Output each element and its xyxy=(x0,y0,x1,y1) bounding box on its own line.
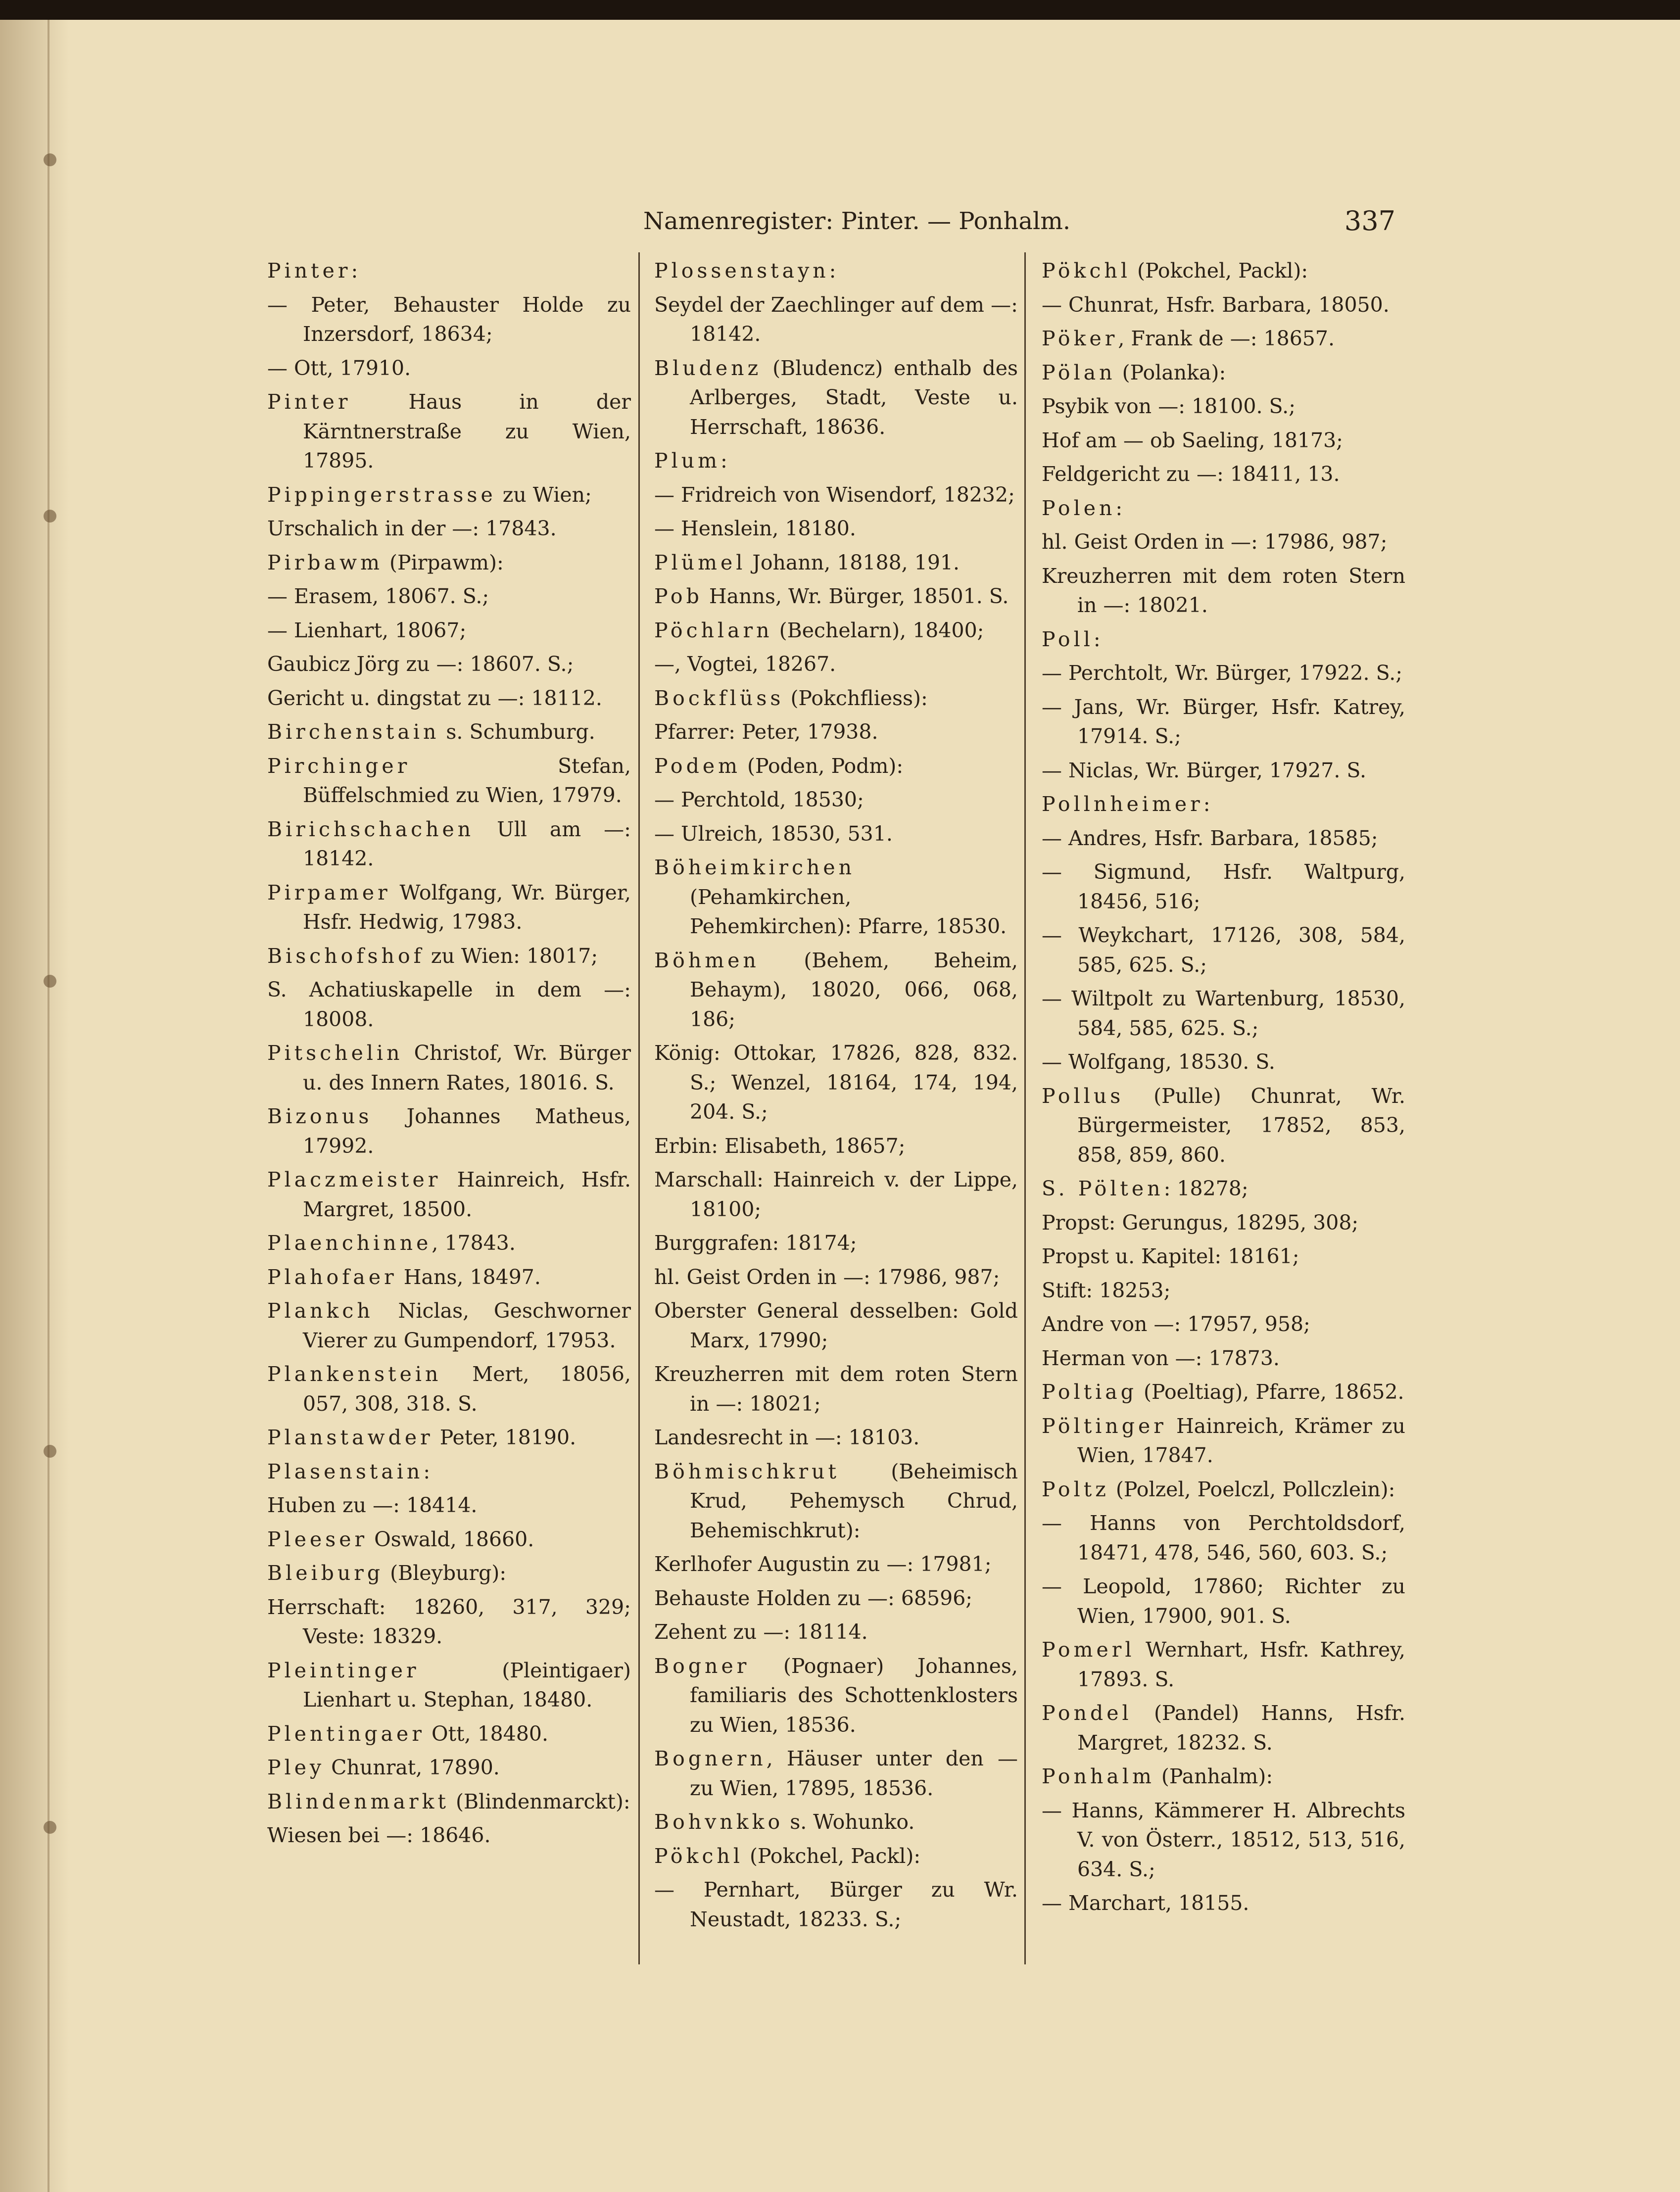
entry-headword: Poll xyxy=(1042,627,1094,651)
entry-text: Andre von —: 17957, 958; xyxy=(1042,1312,1310,1336)
entry-text: — Ulreich, 18530, 531. xyxy=(654,821,893,846)
entry-headword: Bohvnkko xyxy=(654,1810,784,1834)
index-entry xyxy=(1042,1242,1405,1272)
entry-headword: Pippingerstrasse xyxy=(267,482,496,507)
index-entry xyxy=(654,582,1018,612)
index-entry xyxy=(1042,1048,1405,1077)
entry-text: Landesrecht in —: 18103. xyxy=(654,1426,920,1449)
entry-text: Ull am —: 18142. xyxy=(303,817,631,870)
index-entry xyxy=(654,1229,1018,1258)
entry-headword: Pirbawm xyxy=(267,550,383,574)
entry-headword: Pob xyxy=(654,584,703,608)
index-entry xyxy=(1042,460,1405,489)
entry-text: — Sigmund, Hsfr. Waltpurg, 18456, 516; xyxy=(1042,860,1405,913)
entry-headword: Pirpamer xyxy=(267,880,391,905)
entry-text: — Niclas, Wr. Bürger, 17927. S. xyxy=(1042,758,1367,782)
entry-headword: Blindenmarkt xyxy=(267,1789,449,1813)
entry-headword: Plum xyxy=(654,449,720,473)
entry-text: : xyxy=(1115,496,1123,520)
entry-text: zu Wien: 18017; xyxy=(424,944,598,968)
index-entry xyxy=(1042,1796,1405,1885)
entry-text: : xyxy=(829,259,836,283)
index-entry xyxy=(267,1165,631,1224)
index-entry xyxy=(1042,1572,1405,1631)
entry-headword: Plankenstein xyxy=(267,1362,442,1386)
entry-text: Johannes Matheus, 17992. xyxy=(303,1104,631,1158)
entry-text: Feldgericht zu —: 18411, 13. xyxy=(1042,462,1340,486)
entry-headword: Pollus xyxy=(1042,1084,1124,1108)
index-entry xyxy=(654,256,1018,286)
index-entry xyxy=(1042,1344,1405,1374)
index-entry xyxy=(267,878,631,937)
entry-text: Haus in der Kärntnerstraße zu Wien, 17895. xyxy=(303,390,631,473)
entry-text: — Fridreich von Wisendorf, 18232; xyxy=(654,482,1015,507)
index-entry xyxy=(267,1457,631,1487)
index-entry xyxy=(267,354,631,383)
index-entry xyxy=(654,1039,1018,1127)
index-entry xyxy=(654,853,1018,942)
index-entry xyxy=(267,1491,631,1521)
entry-text: Wernhart, Hsfr. Kathrey, 17893. S. xyxy=(1077,1638,1405,1691)
entry-text: — Lienhart, 18067; xyxy=(267,618,467,642)
entry-text: — Perchtold, 18530; xyxy=(654,788,864,811)
entry-headword: Pökchl xyxy=(654,1844,743,1868)
entry-headword: Pley xyxy=(267,1756,325,1779)
index-entry xyxy=(1042,1635,1405,1694)
entry-text: Hanns, Wr. Bürger, 18501. S. xyxy=(702,584,1009,608)
index-entry xyxy=(267,290,631,349)
entry-text: Zehent zu —: 18114. xyxy=(654,1620,868,1644)
entry-text: : 18278; xyxy=(1163,1177,1248,1200)
index-entry xyxy=(1042,290,1405,320)
index-entry xyxy=(1042,659,1405,688)
index-entry xyxy=(654,1584,1018,1614)
index-entry xyxy=(654,290,1018,349)
index-entry xyxy=(267,1360,631,1419)
entry-text: Propst u. Kapitel: 18161; xyxy=(1042,1244,1299,1268)
index-entry xyxy=(654,946,1018,1035)
index-entry xyxy=(1042,1082,1405,1170)
index-entry xyxy=(267,582,631,612)
entry-text: Hof am — ob Saeling, 18173; xyxy=(1042,428,1343,452)
entry-text: Kreuzherren mit dem roten Stern in —: 18021. xyxy=(1042,564,1405,617)
entry-headword: Poltz xyxy=(1042,1477,1109,1501)
entry-text: Stefan, Büffelschmied zu Wien, 17979. xyxy=(303,754,631,807)
entry-text: (Pirpawm): xyxy=(383,550,504,574)
entry-headword: Bizonus xyxy=(267,1104,373,1128)
index-entry xyxy=(654,616,1018,646)
index-entry xyxy=(267,1753,631,1783)
stitch-hole xyxy=(44,975,56,988)
entry-text: (Poeltiag), Pfarre, 18652. xyxy=(1137,1380,1404,1404)
entry-text: Mert, 18056, 057, 308, 318. S. xyxy=(303,1362,631,1416)
entry-text: Stift: 18253; xyxy=(1042,1278,1171,1302)
index-entry xyxy=(267,1263,631,1292)
entry-headword: Pökchl xyxy=(1042,259,1131,283)
index-entry xyxy=(1042,1378,1405,1407)
entry-text: s. Schumburg. xyxy=(439,720,595,744)
entry-text: Propst: Gerungus, 18295, 308; xyxy=(1042,1210,1359,1235)
entry-text: (Blindenmarckt): xyxy=(449,1789,630,1813)
entry-text: — Andres, Hsfr. Barbara, 18585; xyxy=(1042,826,1378,850)
index-entry xyxy=(654,717,1018,747)
entry-headword: Ponhalm xyxy=(1042,1764,1155,1788)
index-entry xyxy=(267,1787,631,1817)
entry-text: Seydel der Zaechlinger auf dem —: 18142. xyxy=(654,292,1018,346)
entry-headword: Bleiburg xyxy=(267,1561,384,1585)
entry-text: s. Wohunko. xyxy=(783,1810,915,1834)
entry-text: Gericht u. dingstat zu —: 18112. xyxy=(267,686,602,710)
column-rule xyxy=(638,252,640,1964)
entry-text: hl. Geist Orden in —: 17986, 987; xyxy=(654,1265,1000,1289)
index-entry xyxy=(654,819,1018,849)
entry-text: — Erasem, 18067. S.; xyxy=(267,584,489,608)
entry-text: Marschall: Hainreich v. der Lippe, 18100; xyxy=(654,1168,1018,1221)
entry-text: : xyxy=(1203,792,1210,816)
entry-text: (Pleintigaer) Lienhart u. Stephan, 18480. xyxy=(303,1658,631,1712)
entry-text: , 17843. xyxy=(432,1231,516,1255)
entry-text: — Wolfgang, 18530. S. xyxy=(1042,1050,1275,1074)
entry-text: — Hanns, Kämmerer H. Albrechts V. von Österr., 18512, 513, 516, 634. S.; xyxy=(1042,1798,1405,1881)
entry-text: Christof, Wr. Bürger u. des Innern Rates, 18016. S. xyxy=(303,1041,631,1095)
index-entry xyxy=(654,1550,1018,1579)
index-entry xyxy=(267,1656,631,1715)
index-entry xyxy=(654,480,1018,510)
index-entry xyxy=(1042,921,1405,980)
entry-text: , Häuser unter den — zu Wien, 17895, 18536. xyxy=(690,1747,1018,1800)
entry-text: König: Ottokar, 17826, 828, 832. S.; Wenzel, 18164, 174, 194, 204. S.; xyxy=(654,1041,1018,1124)
entry-headword: Pöker xyxy=(1042,327,1118,350)
entry-text: — Wiltpolt zu Wartenburg, 18530, 584, 585, 625. S.; xyxy=(1042,987,1405,1040)
entry-headword: Poltiag xyxy=(1042,1380,1138,1404)
entry-text: Burggrafen: 18174; xyxy=(654,1231,857,1255)
entry-headword: Pitschelin xyxy=(267,1041,403,1065)
index-entry xyxy=(654,1360,1018,1419)
index-entry xyxy=(267,256,631,286)
entry-headword: Polen xyxy=(1042,496,1116,520)
stitch-hole xyxy=(44,510,56,523)
index-entry xyxy=(267,387,631,476)
index-entry xyxy=(267,1102,631,1161)
index-entry xyxy=(654,514,1018,544)
entry-text: — Pernhart, Bürger zu Wr. Neustadt, 18233. S.; xyxy=(654,1878,1018,1931)
binding-gutter xyxy=(48,20,49,2192)
entry-headword: Plossenstayn xyxy=(654,259,829,283)
entry-text: Oswald, 18660. xyxy=(368,1527,534,1551)
index-entry xyxy=(267,1821,631,1851)
entry-text: (Panhalm): xyxy=(1154,1764,1273,1788)
entry-text: Huben zu —: 18414. xyxy=(267,1493,478,1517)
index-entry xyxy=(1042,1310,1405,1339)
index-entry xyxy=(1042,790,1405,819)
entry-text: : xyxy=(720,449,727,473)
index-entry xyxy=(654,1457,1018,1546)
entry-text: Hainreich, Krämer zu Wien, 17847. xyxy=(1077,1414,1405,1467)
entry-text: Wiesen bei —: 18646. xyxy=(267,1823,491,1847)
index-entry xyxy=(654,1296,1018,1355)
entry-text: Hans, 18497. xyxy=(397,1265,541,1289)
page-edge-shadow xyxy=(0,20,69,2192)
index-entry xyxy=(654,1808,1018,1837)
index-entry xyxy=(654,785,1018,815)
entry-headword: Böheimkirchen xyxy=(654,856,856,879)
entry-headword: Pöltinger xyxy=(1042,1414,1167,1438)
index-entry xyxy=(1042,426,1405,456)
entry-text: Wolfgang, Wr. Bürger, Hsfr. Hedwig, 17983. xyxy=(303,880,631,934)
index-entry xyxy=(654,752,1018,781)
entry-text: , Frank de —: 18657. xyxy=(1118,327,1335,350)
entry-text: Hainreich, Hsfr. Margret, 18500. xyxy=(303,1168,631,1221)
entry-text: — Leopold, 17860; Richter zu Wien, 17900, 901. S. xyxy=(1042,1574,1405,1628)
entry-headword: Pondel xyxy=(1042,1701,1132,1725)
entry-text: Ott, 18480. xyxy=(425,1721,549,1746)
entry-headword: S. Pölten xyxy=(1042,1177,1164,1200)
index-entry xyxy=(267,650,631,679)
index-entry xyxy=(654,1263,1018,1292)
index-entry xyxy=(267,684,631,714)
index-entry xyxy=(1042,358,1405,388)
index-entry xyxy=(1042,392,1405,422)
entry-text: — Chunrat, Hsfr. Barbara, 18050. xyxy=(1042,292,1390,317)
entry-text: Johann, 18188, 191. xyxy=(746,550,960,574)
entry-headword: Pleeser xyxy=(267,1527,368,1551)
entry-headword: Bockflüss xyxy=(654,686,784,710)
entry-headword: Podem xyxy=(654,754,741,778)
entry-text: (Pokchel, Packl): xyxy=(1130,259,1308,283)
entry-text: (Pognaer) Johannes, familiaris des Schottenklosters zu Wien, 18536. xyxy=(690,1654,1018,1737)
index-entry xyxy=(267,975,631,1034)
entry-text: (Bechelarn), 18400; xyxy=(772,618,984,642)
entry-headword: Bogner xyxy=(654,1654,750,1678)
index-entry xyxy=(1042,1412,1405,1471)
entry-text: — Weykchart, 17126, 308, 584, 585, 625. S.; xyxy=(1042,923,1405,977)
index-entry xyxy=(1042,756,1405,786)
entry-text: Urschalich in der —: 17843. xyxy=(267,517,557,540)
index-entry xyxy=(1042,858,1405,916)
index-entry xyxy=(1042,1475,1405,1505)
index-entry xyxy=(654,1618,1018,1647)
entry-text: (Pulle) Chunrat, Wr. Bürgermeister, 17852, 853, 858, 859, 860. xyxy=(1077,1084,1405,1167)
index-entry xyxy=(267,514,631,544)
entry-text: Psybik von —: 18100. S.; xyxy=(1042,394,1296,418)
entry-text: Gaubicz Jörg zu —: 18607. S.; xyxy=(267,652,574,676)
entry-headword: Böhmischkrut xyxy=(654,1459,840,1483)
entry-text: — Perchtolt, Wr. Bürger, 17922. S.; xyxy=(1042,661,1403,685)
index-entry xyxy=(654,354,1018,442)
index-entry xyxy=(654,1423,1018,1453)
entry-text: zu Wien; xyxy=(496,482,592,507)
entry-headword: Böhmen xyxy=(654,948,760,972)
entry-text: — Jans, Wr. Bürger, Hsfr. Katrey, 17914. S.; xyxy=(1042,695,1405,748)
index-entry xyxy=(1042,1762,1405,1792)
entry-headword: Pinter xyxy=(267,259,351,283)
index-entry xyxy=(654,548,1018,578)
entry-text: (Behem, Beheim, Behaym), 18020, 066, 068, 186; xyxy=(690,948,1018,1031)
entry-text: : xyxy=(351,259,358,283)
page-number: 337 xyxy=(1344,205,1395,237)
stitch-hole xyxy=(44,1821,56,1834)
entry-headword: Plümel xyxy=(654,550,746,574)
entry-headword: Pinter xyxy=(267,390,351,414)
entry-text: — Henslein, 18180. xyxy=(654,517,856,540)
entry-text: (Pokchfliess): xyxy=(784,686,928,710)
index-column-1 xyxy=(267,256,631,1855)
index-entry xyxy=(1042,256,1405,286)
entry-text: (Polanka): xyxy=(1115,360,1226,384)
entry-text: (Polzel, Poelczl, Pollczlein): xyxy=(1109,1477,1395,1501)
index-entry xyxy=(1042,1276,1405,1306)
index-entry xyxy=(654,1132,1018,1161)
index-entry xyxy=(267,548,631,578)
index-entry xyxy=(1042,1889,1405,1918)
entry-text: S. Achatiuskapelle in dem —: 18008. xyxy=(267,978,631,1031)
entry-text: —, Vogtei, 18267. xyxy=(654,652,836,676)
index-entry xyxy=(1042,1509,1405,1568)
index-entry xyxy=(267,616,631,646)
entry-text: Niclas, Geschworner Vierer zu Gumpendorf, 17953. xyxy=(303,1299,631,1352)
entry-text: (Bleyburg): xyxy=(384,1561,507,1585)
entry-headword: Pirchinger xyxy=(267,754,411,778)
column-rule xyxy=(1024,252,1026,1964)
entry-headword: Plasenstain xyxy=(267,1459,424,1483)
index-entry xyxy=(1042,693,1405,752)
entry-text: Kerlhofer Augustin zu —: 17981; xyxy=(654,1552,992,1576)
page-header xyxy=(643,199,1395,243)
index-entry xyxy=(1042,824,1405,854)
index-entry xyxy=(654,1652,1018,1740)
entry-text: (Pandel) Hanns, Hsfr. Margret, 18232. S. xyxy=(1077,1701,1405,1755)
index-entry xyxy=(267,1039,631,1097)
index-entry xyxy=(654,1842,1018,1871)
entry-headword: Birchenstain xyxy=(267,720,440,744)
entry-headword: Bischofshof xyxy=(267,944,425,968)
entry-headword: Birichschachen xyxy=(267,817,475,841)
index-entry xyxy=(1042,625,1405,655)
entry-text: (Poden, Podm): xyxy=(741,754,904,778)
index-entry xyxy=(267,1296,631,1355)
entry-text: — Marchart, 18155. xyxy=(1042,1891,1249,1915)
index-entry xyxy=(1042,1699,1405,1758)
stitch-hole xyxy=(44,1445,56,1458)
entry-text: — Ott, 17910. xyxy=(267,356,411,380)
index-entry xyxy=(267,815,631,874)
entry-text: Chunrat, 17890. xyxy=(325,1756,500,1779)
entry-text: : xyxy=(423,1459,431,1483)
index-column-2 xyxy=(654,256,1018,1939)
index-entry xyxy=(1042,984,1405,1043)
index-entry xyxy=(654,1165,1018,1224)
index-entry xyxy=(1042,1208,1405,1238)
entry-text: Kreuzherren mit dem roten Stern in —: 18021; xyxy=(654,1362,1018,1416)
index-entry xyxy=(1042,324,1405,354)
index-entry xyxy=(1042,562,1405,620)
entry-text: hl. Geist Orden in —: 17986, 987; xyxy=(1042,530,1388,554)
index-entry xyxy=(654,1744,1018,1803)
entry-headword: Plahofaer xyxy=(267,1265,397,1289)
index-entry xyxy=(267,1525,631,1555)
entry-headword: Pölan xyxy=(1042,360,1116,384)
entry-text: : xyxy=(1093,627,1101,651)
entry-headword: Plaenchinne xyxy=(267,1231,432,1255)
index-entry xyxy=(1042,1174,1405,1204)
entry-text: (Beheimisch Krud, Pehemysch Chrud, Behemischkrut): xyxy=(690,1459,1018,1542)
index-entry xyxy=(654,1875,1018,1934)
index-entry xyxy=(654,446,1018,476)
entry-headword: Placzmeister xyxy=(267,1168,441,1191)
entry-headword: Bludenz xyxy=(654,356,762,380)
entry-text: Peter, 18190. xyxy=(433,1426,576,1449)
entry-headword: Plentingaer xyxy=(267,1721,425,1746)
entry-headword: Bognern xyxy=(654,1747,767,1770)
entry-headword: Pöchlarn xyxy=(654,618,773,642)
entry-headword: Pomerl xyxy=(1042,1638,1135,1662)
entry-text: Herman von —: 17873. xyxy=(1042,1346,1280,1370)
entry-headword: Plankch xyxy=(267,1299,374,1323)
entry-text: — Peter, Behauster Holde zu Inzersdorf, 18634; xyxy=(267,292,631,346)
index-entry xyxy=(267,1593,631,1652)
index-entry xyxy=(654,684,1018,714)
index-entry xyxy=(267,480,631,510)
entry-text: — Hanns von Perchtoldsdorf, 18471, 478, 546, 560, 603. S.; xyxy=(1042,1511,1405,1565)
entry-headword: Pleintinger xyxy=(267,1658,420,1682)
index-entry xyxy=(267,942,631,971)
entry-text: Pfarrer: Peter, 17938. xyxy=(654,720,878,744)
entry-headword: Planstawder xyxy=(267,1426,433,1449)
entry-text: Behauste Holden zu —: 68596; xyxy=(654,1586,973,1610)
index-entry xyxy=(267,1423,631,1453)
index-entry xyxy=(267,752,631,810)
index-entry xyxy=(267,717,631,747)
entry-text: (Bludencz) enthalb des Arlberges, Stadt, Veste u. Herrschaft, 18636. xyxy=(690,356,1018,439)
index-entry xyxy=(267,1229,631,1258)
stitch-hole xyxy=(44,153,56,166)
index-entry xyxy=(1042,527,1405,557)
index-entry xyxy=(267,1559,631,1588)
index-column-3 xyxy=(1042,256,1405,1923)
entry-headword: Pollnheimer xyxy=(1042,792,1203,816)
entry-text: Oberster General desselben: Gold Marx, 17990; xyxy=(654,1299,1018,1352)
index-entry xyxy=(654,650,1018,679)
entry-text: Herrschaft: 18260, 317, 329; Veste: 18329. xyxy=(267,1595,631,1648)
index-entry xyxy=(267,1719,631,1749)
entry-text: (Pokchel, Packl): xyxy=(743,1844,921,1868)
running-title: Namenregister: Pinter. — Ponhalm. xyxy=(643,207,1071,235)
entry-text: (Pehamkirchen, Pehemkirchen): Pfarre, 18530. xyxy=(690,885,1007,938)
index-entry xyxy=(1042,494,1405,524)
entry-text: Erbin: Elisabeth, 18657; xyxy=(654,1134,906,1158)
book-page xyxy=(0,20,1680,2192)
